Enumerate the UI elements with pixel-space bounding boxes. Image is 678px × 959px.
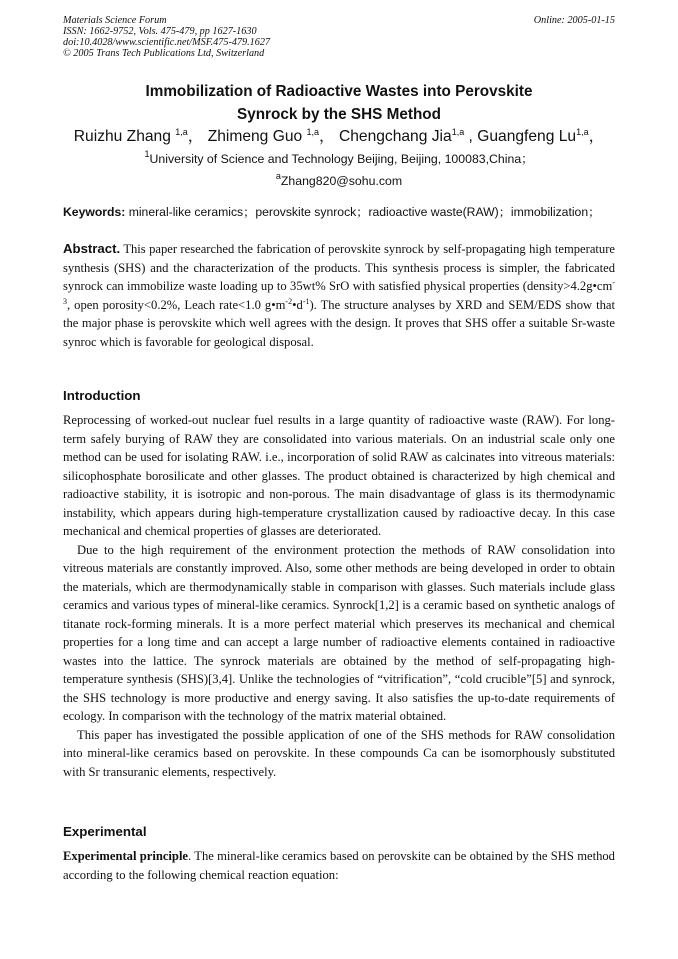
doi-line: doi:10.4028/www.scientific.net/MSF.475-479.1627: [63, 37, 271, 48]
experimental-body: [63, 847, 615, 884]
issn-line: ISSN: 1662-9752, Vols. 475-479, pp 1627-1630: [63, 26, 257, 37]
keywords: [63, 204, 623, 220]
author: Ruizhu Zhang $^{1,a}$，: [73, 127, 204, 145]
keywords-label: Keywords:: [63, 205, 126, 219]
experimental-principle-label: Experimental principle: [63, 849, 189, 863]
journal-name: Materials Science Forum: [63, 15, 167, 26]
keywords-text: mineral-like ceramics；perovskite synrock；radioactive waste(RAW)；immobilization；: [125, 205, 601, 219]
author-list: [40, 127, 638, 147]
intro-paragraph-3: This paper has investigated the possible application of one of the SHS methods for RAW consolidation into mineral-like ceramics based on perovskite. In these compounds Ca can be isomorphously substituted with Sr transuranic elements, respectively.: [63, 727, 615, 779]
paper-title: [63, 80, 615, 126]
author: Zhimeng Guo $^{1,a}$，: [207, 127, 335, 145]
author: Chengchang Jia$^{1,a}$ ,: [338, 127, 473, 145]
experimental-principle-text: . The mineral-like ceramics based on perovskite can be obtained by the SHS method according to the following chemical reaction equation:: [63, 849, 615, 882]
journal-header: [63, 15, 615, 59]
introduction-heading: Introduction: [63, 388, 141, 403]
affiliation: [63, 148, 615, 192]
abstract: Abstract. This paper researched the fabrication of perovskite synrock by self-propagating high temperature synthesis (SHS) and the characterization of the products. This synthesis process is simpler, the fabricated synrock can immobilize waste loading up to 35wt% SrO with satisfied physical properties ($density>4.2g•cm^{-3}$, open porosity<0.2%, Leach rate<1.0 $g•m^{-2}•d^{-1}$). The structure analyses by XRD and SEM/EDS show that the major phase is perovskite which well agrees with the design. It proves that SHS offer a suitable Sr-waste synroc which is favorable for geological disposal.: [63, 241, 615, 349]
copyright-line: © 2005 Trans Tech Publications Ltd, Switzerland: [63, 48, 265, 59]
abstract-label: Abstract.: [63, 241, 121, 256]
author: Guangfeng Lu$^{1,a}$，: [477, 127, 605, 145]
experimental-heading: Experimental: [63, 824, 147, 839]
affiliation-line: $^1$University of Science and Technology Beijing, Beijing, 100083,China；: [144, 149, 534, 166]
title-line-2: Synrock by the SHS Method: [237, 106, 441, 123]
title-line-1: Immobilization of Radioactive Wastes into Perovskite: [145, 83, 533, 100]
introduction-body: [63, 411, 615, 781]
online-date: Online: 2005-01-15: [533, 15, 615, 26]
intro-paragraph-2: Due to the high requirement of the environment protection the methods of RAW consolidation into vitreous materials are constantly improved. Also, some other methods are being developed in order to obtain the materials, which are thermodynamically stable in comparison with glasses. Such materials include glass ceramics and various types of mineral-like ceramics. Synrock[1,2] is a ceramic based on synthetic analogs of titanate rock-forming minerals. It is a more perfect material which preserves its mechanical and chemical properties for a long time and can accept a large number of radioactive elements contained in radioactive wastes into the lattice. The synrock materials are obtained by the method of self-propagating high-temperature synthesis (SHS)[3,4]. Unlike the technologies of “vitrification”, “cold crucible”[5] and synrock, the SHS technology is more productive and energy saving. It also satisfies the up-to-date requirements of ecology. In comparison with the technology of the matrix material obtained.: [63, 542, 615, 723]
intro-paragraph-1: Reprocessing of worked-out nuclear fuel results in a large quantity of radioactive waste (RAW). For long-term safely burying of RAW they are consolidated into various materials. On an industrial scale only one method can be used for isolating RAW. i.e., incorporation of solid RAW as calcinates into vitreous materials: silicophosphate borosilicate and other glasses. The product obtained is characterized by high chemical and radioactive stability, it is isotropic and non-porous. The main disadvantage of glass is its thermodynamic instability, which appears during high-temperature crystallization caused by radioactive decay. In this case mechanical and chemical properties of glasses are deteriorated.: [63, 413, 615, 538]
author-email: $^a$Zhang820@sohu.com: [275, 171, 403, 188]
